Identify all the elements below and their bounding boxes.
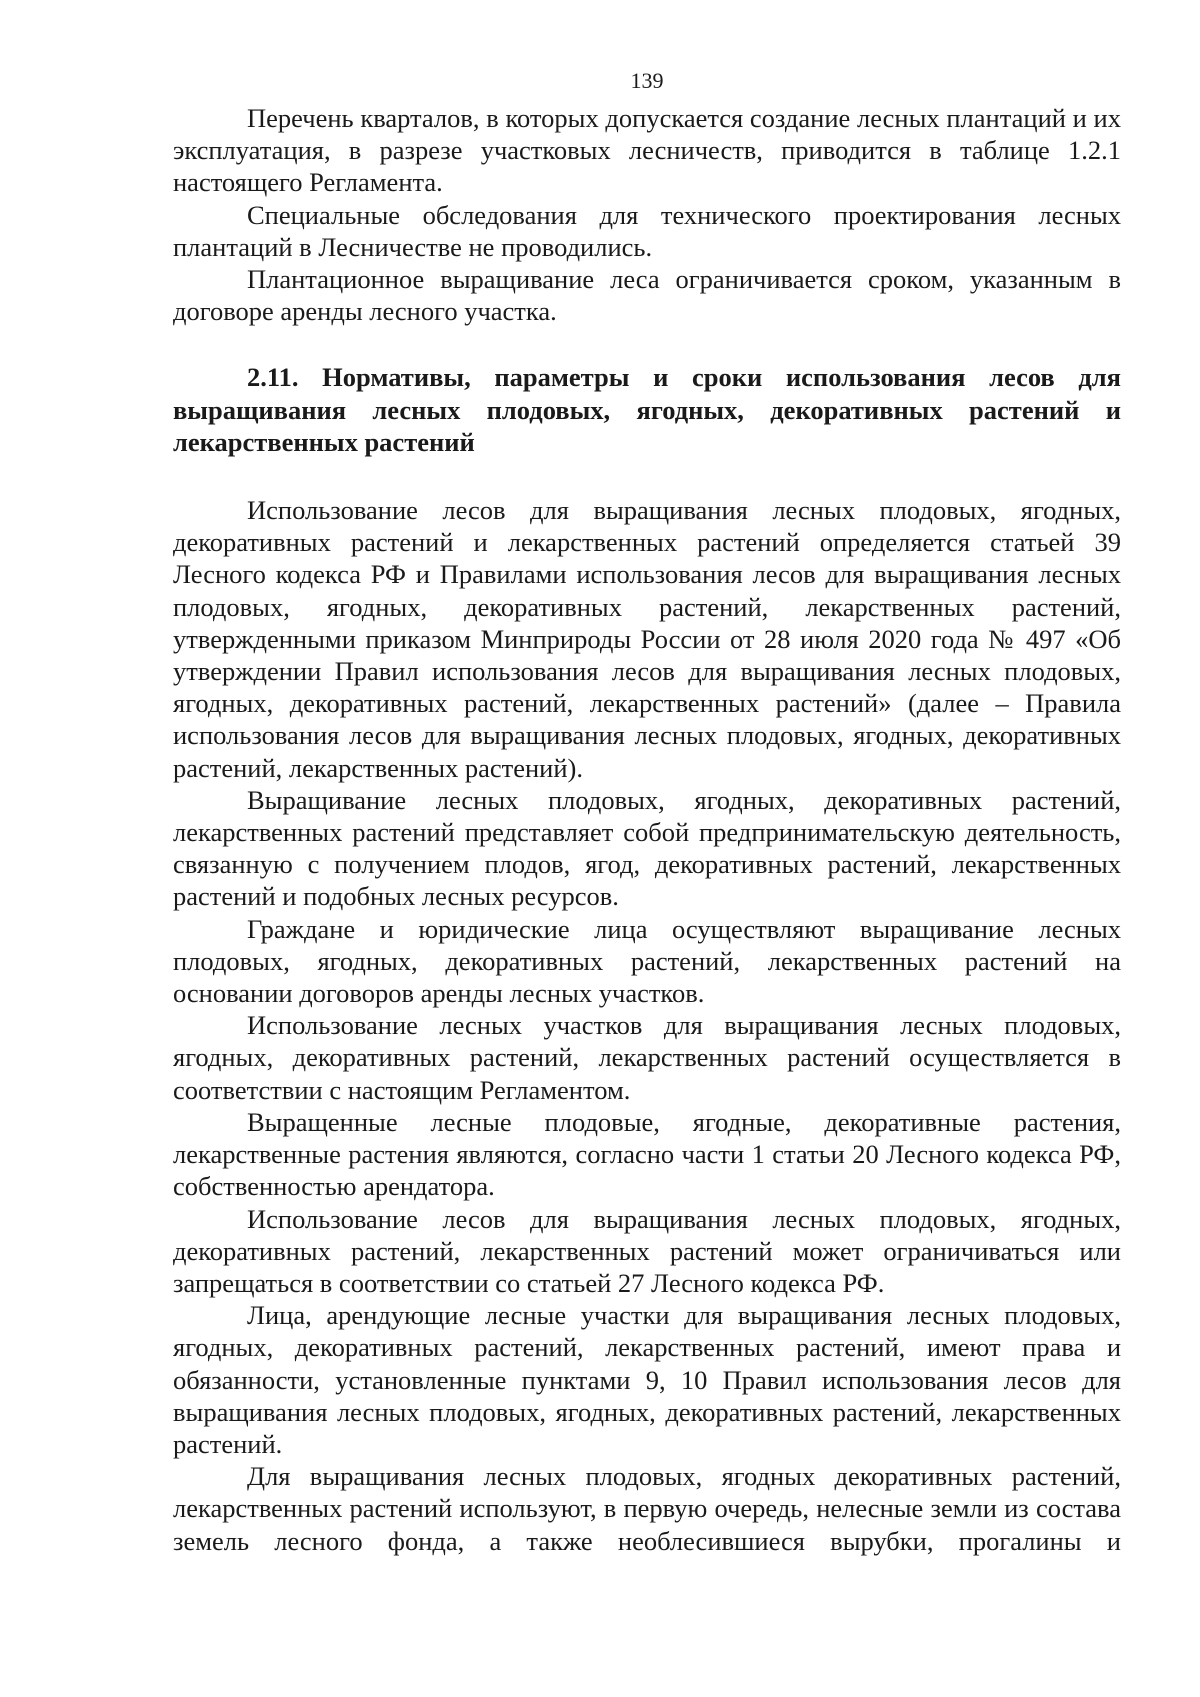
spacer <box>173 327 1121 361</box>
page-number: 139 <box>630 68 664 93</box>
body-paragraph: Граждане и юридические лица осуществляют выращивание лесных плодовых, ягодных, декоративных растений, лекарственных растений на основании договоров аренды лесных участков. <box>173 913 1121 1009</box>
intro-paragraph: Перечень кварталов, в которых допускается создание лесных плантаций и их эксплуатация, в разрезе участковых лесничеств, приводится в таблице 1.2.1 настоящего Регламента. <box>173 103 1121 198</box>
document-page <box>173 68 1121 1557</box>
body-paragraph: Выращивание лесных плодовых, ягодных, декоративных растений, лекарственных растений представляет собой предпринимательскую деятельность, связанную с получением плодов, ягод, декоративных растений, лекарственных растений и подобных лесных ресурсов. <box>173 784 1121 912</box>
body-paragraph: Лица, арендующие лесные участки для выращивания лесных плодовых, ягодных, декоративных растений, лекарственных растений, имеют права и обязанности, установленные пунктами 9, 10 Правил использования лесов для выращивания лесных плодовых, ягодных, декоративных растений, лекарственных растений. <box>173 1300 1121 1459</box>
body-paragraph: Использование лесных участков для выращивания лесных плодовых, ягодных, декоративных растений, лекарственных растений осуществляется в соответствии с настоящим Регламентом. <box>173 1010 1121 1105</box>
intro-paragraph: Плантационное выращивание леса ограничивается сроком, указанным в договоре аренды лесного участка. <box>173 264 1121 327</box>
body-paragraph: Для выращивания лесных плодовых, ягодных декоративных растений, лекарственных растений используют, в первую очередь, нелесные земли из состава земель лесного фонда, а также необлесившиеся вырубки, прогалины и <box>173 1461 1121 1556</box>
body-paragraph: Использование лесов для выращивания лесных плодовых, ягодных, декоративных растений, лекарственных растений может ограничиваться или запрещаться в соответствии со статьей 27 Лесного кодекса РФ. <box>173 1203 1121 1298</box>
intro-paragraph: Специальные обследования для технического проектирования лесных плантаций в Лесничестве не проводились. <box>173 199 1121 262</box>
spacer <box>173 458 1121 494</box>
section-heading: 2.11. Нормативы, параметры и сроки использования лесов для выращивания лесных плодовых, ягодных, декоративных растений и лекарственных растений <box>173 362 1121 457</box>
body-paragraph: Использование лесов для выращивания лесных плодовых, ягодных, декоративных растений и лекарственных растений определяется статьей 39 Лесного кодекса РФ и Правилами использования лесов для выращивания лесных плодовых, ягодных, декоративных растений, лекарственных растений, утвержденными приказом Минприроды России от 28 июля 2020 года № 497 «Об утверждении Правил использования лесов для выращивания лесных плодовых, ягодных, декоративных растений, лекарственных растений» (далее – Правила использования лесов для выращивания лесных плодовых, ягодных, декоративных растений, лекарственных растений). <box>173 495 1121 783</box>
body-paragraph: Выращенные лесные плодовые, ягодные, декоративные растения, лекарственные растения являются, согласно части 1 статьи 20 Лесного кодекса РФ, собственностью арендатора. <box>173 1106 1121 1202</box>
